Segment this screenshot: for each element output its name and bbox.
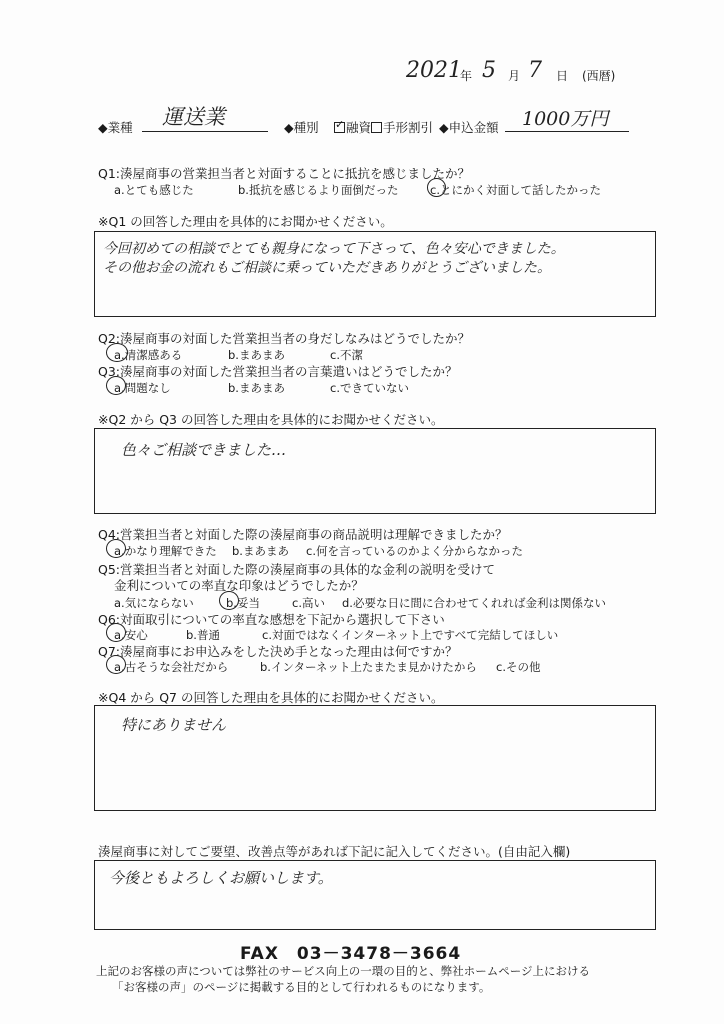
date-month-unit: 月	[508, 69, 521, 83]
q5-option-c[interactable]: c.高い	[292, 596, 325, 610]
q2-question: Q2:湊屋商事の対面した営業担当者の身だしなみはどうでしたか？	[98, 331, 471, 346]
q5-option-b[interactable]: b.妥当	[226, 596, 260, 610]
q1-reason-answer-line2: その他お金の流れもご相談に乗っていただきありがとうございました。	[103, 260, 551, 276]
q23-reason-box[interactable]	[94, 428, 656, 514]
q7-option-c[interactable]: c.その他	[496, 660, 541, 674]
q4-selected-circle	[106, 539, 126, 558]
type-label: ◆種別	[284, 120, 319, 135]
q4-option-c[interactable]: c.何を言っているのかよく分からなかった	[306, 544, 523, 558]
fax-number: FAX 03－3478－3664	[240, 944, 462, 964]
q7-option-a[interactable]: a.古そうな会社だから	[114, 660, 229, 674]
q47-reason-answer: 特にありません	[121, 716, 227, 734]
q3-option-b[interactable]: b.まあまあ	[228, 381, 285, 395]
amount-underline	[505, 131, 629, 132]
q6-selected-circle	[106, 623, 126, 642]
q3-selected-circle	[106, 376, 126, 395]
q7-option-b[interactable]: b.インターネット上たまたま見かけたから	[260, 660, 477, 674]
q1-option-c[interactable]: c.とにかく対面して話したかった	[430, 183, 601, 197]
q5-option-a[interactable]: a.気にならない	[114, 596, 194, 610]
q1-selected-circle	[427, 178, 446, 197]
q23-reason-answer: 色々ご相談できました…	[121, 441, 287, 459]
q1-option-b[interactable]: b.抵抗を感じるより面倒だった	[238, 183, 399, 197]
q47-reason-box[interactable]	[94, 705, 656, 811]
q6-option-a[interactable]: a.安心	[114, 628, 148, 642]
q6-option-c[interactable]: c.対面ではなくインターネット上ですべて完結してほしい	[262, 628, 559, 642]
q47-reason-prompt: ※Q4 から Q7 の回答した理由を具体的にお聞かせください。	[98, 690, 444, 705]
date-day: 7	[528, 58, 542, 83]
q5-question-line1: Q5:営業担当者と対面した際の湊屋商事の具体的な金利の説明を受けて	[98, 562, 496, 577]
q2-selected-circle	[106, 343, 128, 362]
date-day-unit: 日	[556, 69, 569, 83]
industry-underline	[142, 131, 268, 132]
q5-option-d[interactable]: d.必要な日に間に合わせてくれれば金利は関係ない	[342, 596, 606, 610]
q4-option-a[interactable]: a.かなり理解できた	[114, 544, 217, 558]
q5-selected-circle	[219, 591, 239, 610]
footer-note-line1: 上記のお客様の声については弊社のサービス向上の一環の目的と、弊社ホームページ上における	[96, 964, 591, 978]
q1-reason-prompt: ※Q1 の回答した理由を具体的にお聞かせください。	[98, 214, 393, 229]
q3-option-a[interactable]: a.問題なし	[114, 381, 171, 395]
free-prompt: 湊屋商事に対してご要望、改善点等があれば下記に記入してください。(自由記入欄)	[98, 844, 571, 859]
q1-question: Q1:湊屋商事の営業担当者と対面することに抵抗を感じましたか？	[98, 166, 471, 181]
q1-option-a[interactable]: a.とても感じた	[114, 183, 194, 197]
q4-question: Q4:営業担当者と対面した際の湊屋商事の商品説明は理解できましたか？	[98, 527, 508, 542]
q7-selected-circle	[106, 655, 126, 674]
amount-value: 1000万円	[522, 108, 609, 130]
q3-option-c[interactable]: c.できていない	[330, 381, 409, 395]
q23-reason-prompt: ※Q2 から Q3 の回答した理由を具体的にお聞かせください。	[98, 412, 444, 427]
q4-option-b[interactable]: b.まあまあ	[232, 544, 289, 558]
q6-option-b[interactable]: b.普通	[186, 628, 220, 642]
q2-option-b[interactable]: b.まあまあ	[228, 348, 285, 362]
q3-question: Q3:湊屋商事の対面した営業担当者の言葉遣いはどうでしたか？	[98, 364, 458, 379]
type-options	[334, 118, 433, 136]
q7-question: Q7:湊屋商事にお申込みをした決め手となった理由は何ですか？	[98, 644, 458, 659]
date-year: 2021	[406, 58, 462, 83]
industry-value: 運送業	[162, 105, 225, 129]
type-option-bill: 手形割引	[383, 120, 434, 135]
amount-label: ◆申込金額	[439, 120, 499, 135]
date-month: 5	[482, 58, 496, 83]
type-option-loan: 融資	[346, 120, 372, 135]
q2-option-c[interactable]: c.不潔	[330, 348, 363, 362]
q5-question-line2: 金利についての率直な印象はどうでしたか？	[114, 578, 364, 593]
industry-label: ◆業種	[98, 120, 133, 135]
footer-note-line2: 「お客様の声」のページに掲載する目的として行われるものになります。	[112, 980, 491, 994]
q2-option-a[interactable]: a.清潔感ある	[114, 348, 183, 362]
q1-reason-box[interactable]	[94, 231, 656, 317]
date-year-unit: 年	[460, 69, 473, 83]
type-checkbox-loan[interactable]	[334, 122, 345, 133]
free-answer: 今後ともよろしくお願いします。	[109, 869, 333, 887]
type-checkbox-bill[interactable]	[371, 122, 382, 133]
q6-question: Q6:対面取引についての率直な感想を下記から選択して下さい	[98, 612, 445, 627]
q1-reason-answer-line1: 今回初めての相談でとても親身になって下さって、色々安心できました。	[103, 241, 565, 257]
date-era: (西暦)	[582, 69, 616, 83]
free-box[interactable]	[94, 860, 656, 930]
